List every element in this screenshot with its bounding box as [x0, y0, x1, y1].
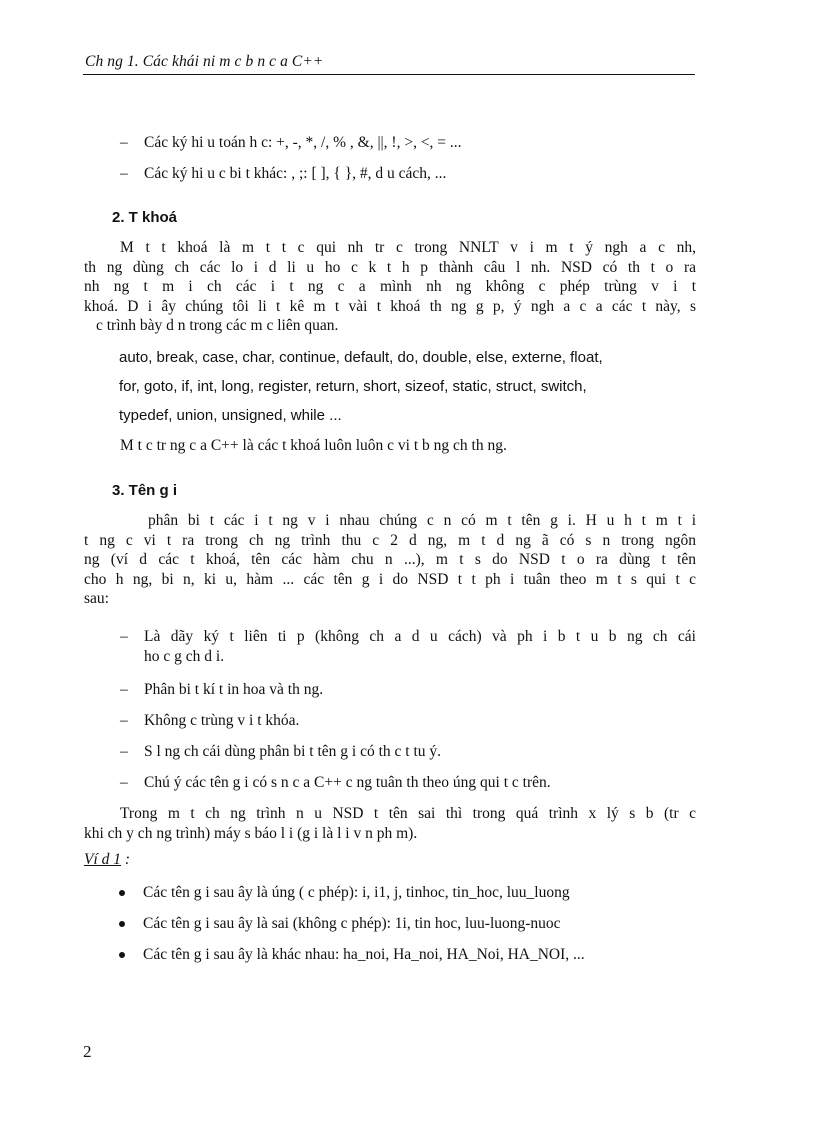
list-item-text: Các tên g i sau ây là úng ( c phép): i, i1, j, tinhoc, tin_hoc, luu_luong	[143, 884, 570, 901]
dash-bullet: –	[120, 134, 128, 151]
paragraph-line: khi ch y ch ng trình) máy s báo l i (g i là l i v n ph m).	[84, 824, 418, 842]
paragraph-line: Trong m t ch ng trình n u NSD t tên sai thì trong quá trình x lý s b (tr c	[120, 805, 696, 822]
list-item-text: Phân bi t kí t in hoa và th ng.	[144, 681, 324, 698]
example-label: Ví d 1	[84, 851, 122, 868]
section-heading: 2. T khoá	[112, 209, 178, 226]
paragraph-line: th ng dùng ch các lo i d li u ho c k t h p thành câu l nh. NSD có th t o ra	[84, 258, 696, 276]
keywords-note: M t c tr ng c a C++ là các t khoá luôn luôn c vi t b ng ch th ng.	[120, 437, 507, 454]
paragraph-line: c trình bày d n trong các m c liên quan.	[96, 317, 339, 334]
dash-bullet: –	[120, 743, 128, 760]
paragraph-line: sau:	[84, 590, 109, 607]
list-item-text: Các tên g i sau ây là sai (không c phép): 1i, tin hoc, luu-luong-nuoc	[143, 915, 561, 932]
header-title: Ch ng 1. Các khái ni m c b n c a C++	[85, 53, 324, 70]
dash-bullet: –	[120, 681, 128, 698]
list-item-text: Các ký hi u toán h c: +, -, *, /, % , &, ||, !, >, <, = ...	[144, 134, 462, 151]
bullet-dot	[119, 952, 125, 958]
running-header	[83, 50, 695, 75]
list-item-text: Các ký hi u c bi t khác: , ;: [ ], { }, #, d u cách, ...	[144, 165, 447, 182]
example-heading	[84, 851, 130, 869]
bullet-dot	[119, 921, 125, 927]
list-item-text: S l ng ch cái dùng phân bi t tên g i có th c t tu ý.	[144, 743, 442, 760]
dash-bullet: –	[120, 774, 128, 791]
paragraph-line: ng (ví d các t khoá, tên các hàm chu n ...), m t s do NSD t o ra dùng t tên	[84, 551, 696, 568]
page-number: 2	[83, 1042, 92, 1061]
dash-bullet: –	[120, 165, 128, 182]
list-item-text: ho c g ch d i.	[144, 648, 225, 665]
paragraph-line: khoá. D i ây chúng tôi li t kê m t vài t khoá th ng g p, ý ngh a c a các t này, s	[84, 297, 696, 315]
keyword-line: for, goto, if, int, long, register, return, short, sizeof, static, struct, switch,	[119, 378, 587, 395]
paragraph-line: t ng c vi t ra trong ch ng trình thu c 2 d ng, m t d ng ã có s n trong ngôn	[84, 531, 696, 549]
list-item-text: Không c trùng v i t khóa.	[144, 712, 300, 729]
list-item-text: Chú ý các tên g i có s n c a C++ c ng tuân th theo úng qui t c trên.	[144, 774, 551, 791]
keyword-line: auto, break, case, char, continue, default, do, double, else, externe, float,	[119, 349, 603, 366]
paragraph-line: cho h ng, bi n, ki u, hàm ... các tên g i do NSD t t ph i tuân theo m t s qui t c	[84, 570, 696, 588]
paragraph-line: M t t khoá là m t t c qui nh tr c trong NNLT v i m t ý ngh a c nh,	[120, 239, 696, 256]
paragraph-naming-errors	[84, 804, 696, 843]
list-item-text: Các tên g i sau ây là khác nhau: ha_noi, Ha_noi, HA_Noi, HA_NOI, ...	[143, 946, 585, 963]
example-colon: :	[121, 851, 131, 868]
paragraph-names-intro	[84, 511, 696, 609]
dash-bullet: –	[120, 712, 128, 729]
paragraph-line: phân bi t các i t ng v i nhau chúng c n có m t tên g i. H u h t m t i	[148, 512, 696, 529]
keyword-line: typedef, union, unsigned, while ...	[119, 407, 342, 424]
section-heading: 3. Tên g i	[112, 482, 178, 499]
paragraph-line: nh ng t m i ch các i t ng c a mình nh ng không c phép trùng v i t	[84, 278, 696, 295]
dash-bullet: –	[120, 628, 128, 645]
list-item-text: Là dãy ký t liên ti p (không ch a d u cách) và ph i b t u b ng ch cái	[144, 628, 696, 645]
paragraph-keywords-intro	[84, 238, 696, 336]
bullet-dot	[119, 890, 125, 896]
